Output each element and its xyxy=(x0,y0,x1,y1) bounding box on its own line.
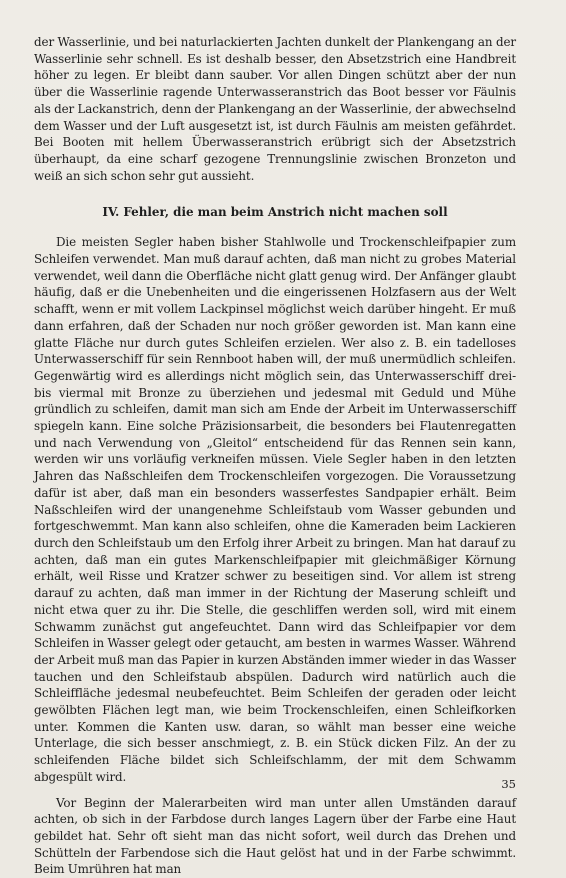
section-heading: IV. Fehler, die man beim Anstrich nicht machen soll xyxy=(102,205,448,220)
paragraph-2: Die meisten Segler haben bisher Stahlwolle und Trockenschleifpapier zum Schleifen verwendet. Man muß darauf achten, daß man nicht zu grobes Material verwendet, weil dann die Oberfläche nicht glatt genug wird. Der Anfänger glaubt häufig, daß er die Unebenheiten und die eingerissenen Holzfasern aus der Welt schafft, wenn er mit vollem Lackpinsel möglichst weich darüber hingeht. Er muß dann erfahren, daß der Schaden nur noch größer geworden ist. Man kann eine glatte Fläche nur durch gutes Schleifen erzielen. Wer also z. B. ein tadelloses Unterwasserschiff für sein Rennboot haben will, der muß unermüdlich schleifen. Gegenwärtig wird es allerdings nicht möglich sein, das Unterwasserschiff drei- bis viermal mit Bronze zu überziehen und jedesmal mit Geduld und Mühe gründlich zu schleifen, damit man sich am Ende der Arbeit im Unterwasserschiff spiegeln kann. Eine solche Präzisionsarbeit, die besonders bei Flautenregatten und nach Verwendung von „Gleitol“ entscheidend für das Rennen sein kann, werden wir uns vorläufig verkneifen müssen. Viele Segler haben in den letzten Jahren das Naßschleifen dem Trockenschleifen vorgezogen. Die Voraussetzung dafür ist aber, daß man ein besonders wasserfestes Sandpapier erhält. Beim Naßschleifen wird der unangenehme Schleifstaub vom Wasser gebunden und fortgeschwemmt. Man kann also schleifen, ohne die Kameraden beim Lackieren durch den Schleifstaub um den Erfolg ihrer Arbeit zu bringen. Man hat darauf zu achten, daß man ein gutes Markenschleifpapier mit gleichmäßiger Körnung erhält, weil Risse und Kratzer schwer zu beseitigen sind. Vor allem ist streng darauf zu achten, daß man immer in der Richtung der Maserung schleift und nicht etwa quer zu ihr. Die Stelle, die geschliffen werden soll, wird mit einem Schwamm zunächst gut angefeuchtet. Dann wird das Schleifpapier vor dem Schleifen in Wasser gelegt oder getaucht, am besten in warmes Wasser. Während der Arbeit muß man das Papier in kurzen Abständen immer wieder in das Wasser tauchen und den Schleifstaub abspülen. Dadurch wird natürlich auch die Schleiffläche jedesmal neubefeuchtet. Beim Schleifen der geraden oder leicht gewölbten Flächen legt man, wie beim Trockenschleifen, einen Schleifkorken unter. Kommen die Kanten usw. daran, so wählt man besser eine weiche Unterlage, die sich besser anschmiegt, z. B. ein Stück dicken Filz. An der zu schleifenden Fläche bildet sich Schleifschlamm, der mit dem Schwamm abgespült wird. xyxy=(34,235,516,784)
paragraph-3: Vor Beginn der Malerarbeiten wird man unter allen Umständen darauf achten, ob sich in der Farbdose durch langes Lagern über der Farbe eine Haut gebildet hat. Sehr oft sieht man das nicht sofort, weil durch das Drehen und Schütteln der Farbendose sich die Haut gelöst hat und in der Farbe schwimmt. Beim Umrühren hat man xyxy=(34,795,516,877)
paragraph-1: der Wasserlinie, und bei naturlackierten Jachten dunkelt der Plankengang an der Wasserlinie sehr schnell. Es ist deshalb besser, den Absetzstrich eine Handbreit höher zu legen. Er bleibt dann sauber. Vor allen Dingen schützt aber der nun über die Wasserlinie ragende Unterwasseranstrich das Boot besser vor Fäulnis als der Lackanstrich, denn der Plankengang an der Wasserlinie, der abwechselnd dem Wasser und der Luft ausgesetzt ist, ist durch Fäulnis am meisten gefährdet. Bei Booten mit hellem Überwasseranstrich erübrigt sich der Absetzstrich überhaupt, da eine scharf gezogene Trennungslinie zwischen Bronzeton und weiß an sich schon sehr gut aussieht. xyxy=(34,35,516,183)
paragraph-gap xyxy=(34,786,516,795)
page-number: 35 xyxy=(501,777,516,791)
